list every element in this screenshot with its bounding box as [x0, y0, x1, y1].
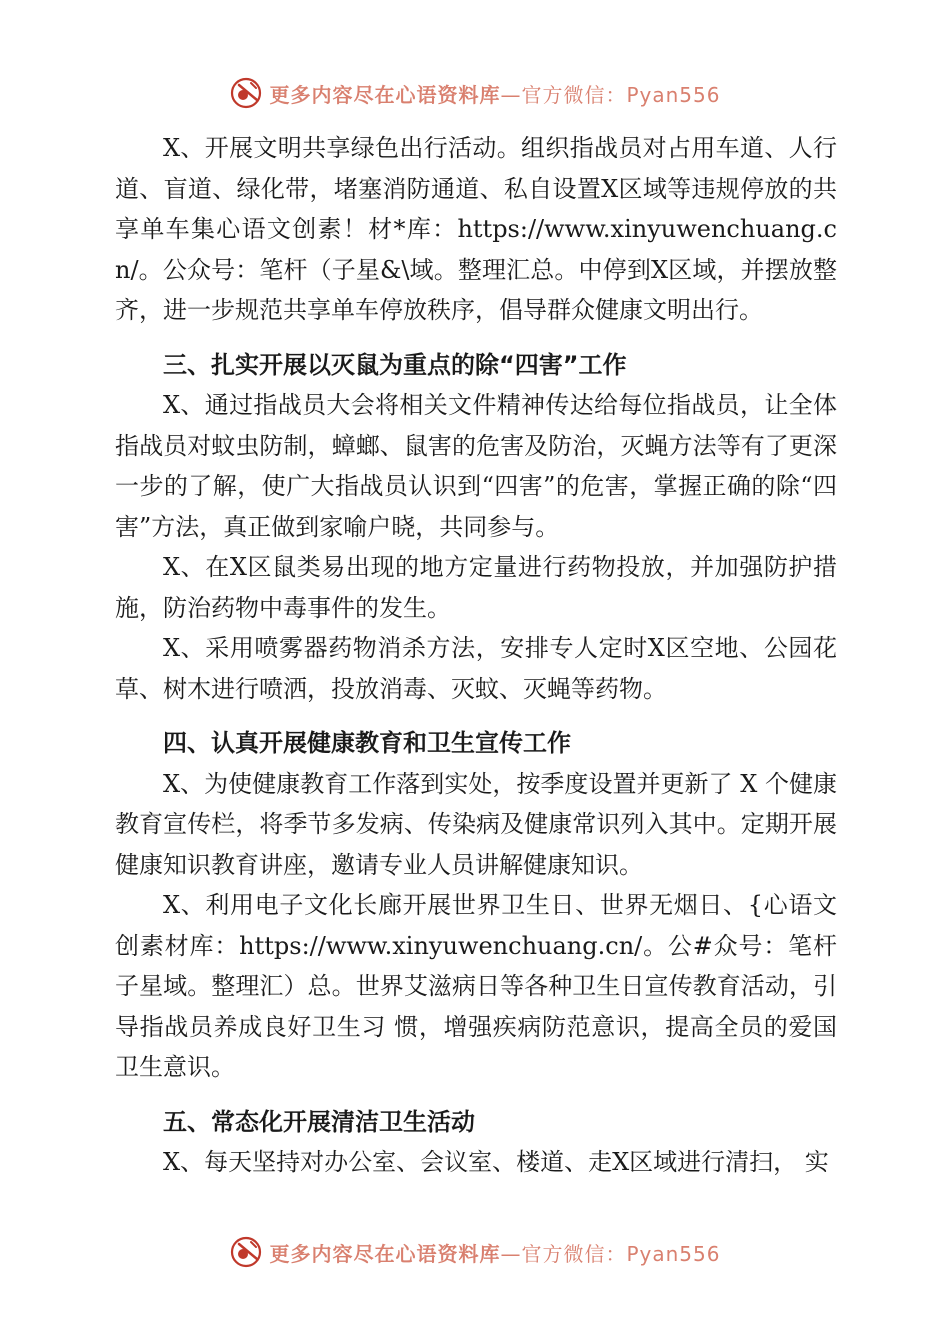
- watermark-text: 更多内容尽在心语资料库—官方微信：Pyan556: [269, 1241, 721, 1266]
- section-heading: 四、认真开展健康教育和卫生宣传工作: [163, 729, 571, 757]
- watermark-footer: [0, 1232, 950, 1272]
- section-heading: 五、常态化开展清洁卫生活动: [163, 1107, 475, 1136]
- watermark-header: [0, 73, 950, 113]
- watermark-text: 更多内容尽在心语资料库—官方微信：Pyan556: [269, 82, 721, 107]
- paragraph: X、为使健康教育工作落到实处，按季度设置并更新了 X 个健康教育宣传栏，将季节多发病、传染病及健康常识列入其中。定期开展健康知识教育讲座，邀请专业人员讲解健康知识。: [115, 769, 837, 879]
- paragraph: X、通过指战员大会将相关文件精神传达给每位指战员，让全体指战员对蚊虫防制，蟑螂、鼠害的危害及防治，灭蝇方法等有了更深一步的了解，使广大指战员认识到“四害”的危害，掌握正确的除“四害”方法，真正做到家喻户晓，共同参与。: [115, 391, 837, 541]
- brand-logo-icon: [229, 76, 263, 110]
- document-body: [115, 128, 837, 1183]
- paragraph: X、每天坚持对办公室、会议室、楼道、走X区域进行清扫， 实: [163, 1148, 829, 1176]
- brand-logo-icon: [229, 1235, 263, 1269]
- paragraph: X、开展文明共享绿色出行活动。组织指战员对占用车道、人行道、盲道、绿化带，堵塞消防通道、私自设置X区域等违规停放的共享单车集心语文创素！材*库：https://www.xinyuwenchuang.cn/。公众号：笔杆（子星&\域。整理汇总。中停到X区域，并摆放整齐，进一步规范共享单车停放秩序，倡导群众健康文明出行。: [115, 134, 837, 324]
- paragraph: X、采用喷雾器药物消杀方法，安排专人定时X区空地、公园花草、树木进行喷洒，投放消毒、灭蚊、灭蝇等药物。: [115, 634, 837, 703]
- paragraph: X、在X区鼠类易出现的地方定量进行药物投放，并加强防护措施，防治药物中毒事件的发生。: [115, 553, 837, 622]
- paragraph: X、利用电子文化长廊开展世界卫生日、世界无烟日、{心语文创素材库：https://www.xinyuwenchuang.cn/。公#众号：笔杆子星域。整理汇）总。世界艾滋病日等各种卫生日宣传教育活动，引导指战员养成良好卫生习 惯，增强疾病防范意识，提高全员的爱国卫生意识。: [115, 891, 837, 1081]
- section-heading: 三、扎实开展以灭鼠为重点的除“四害”工作: [163, 350, 627, 379]
